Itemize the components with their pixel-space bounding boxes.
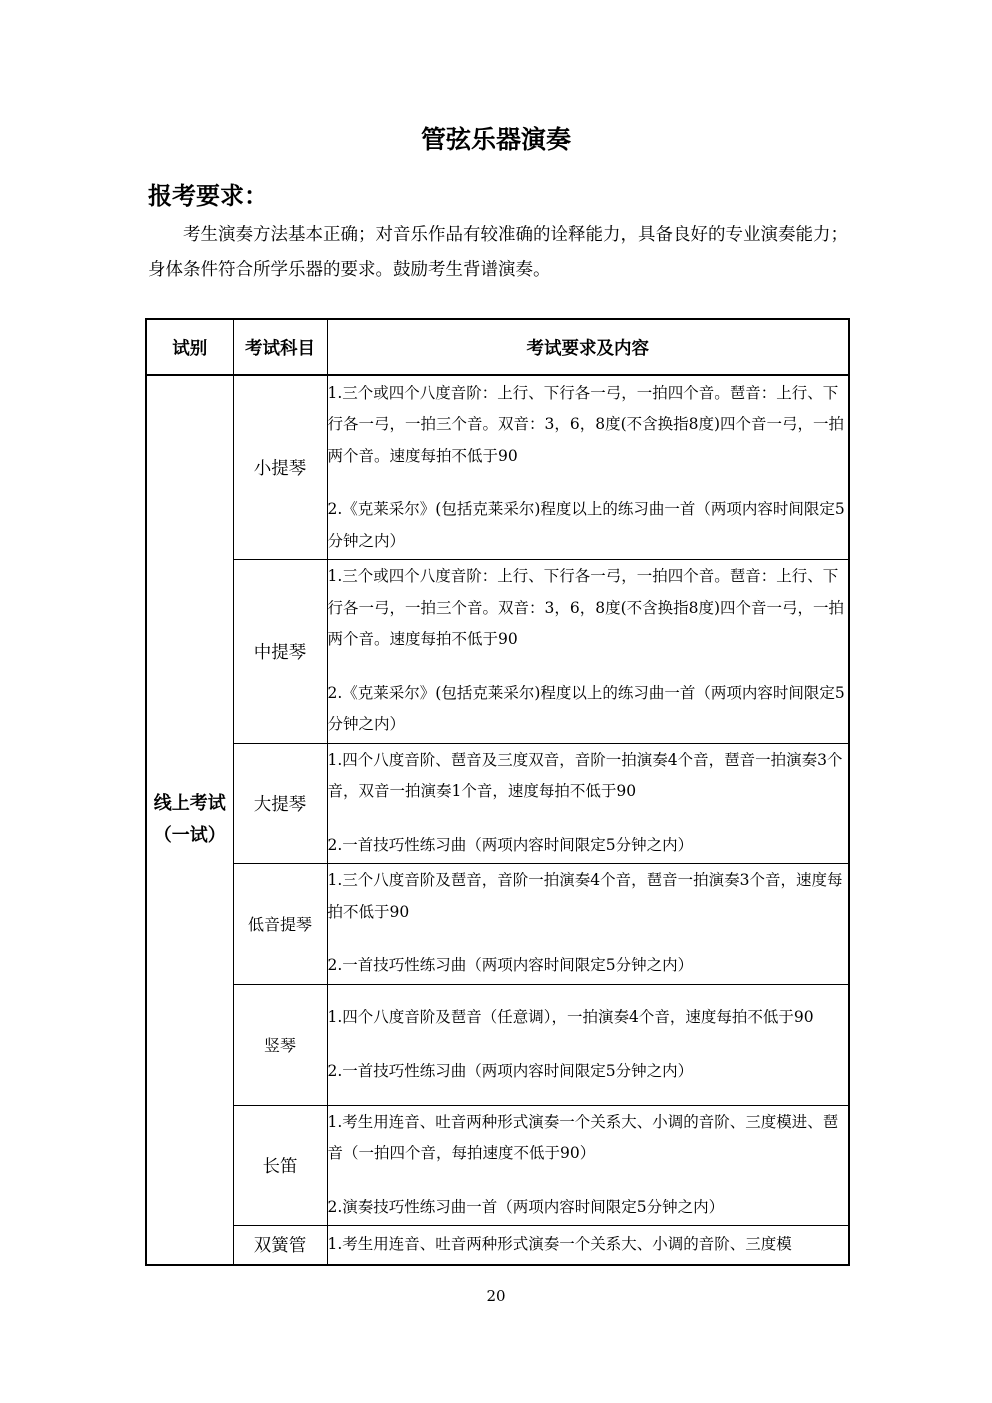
table-header-row: [146, 319, 849, 375]
requirement-item: 1.四个八度音阶及琶音（任意调），一拍演奏4个音，速度每拍不低于90: [327, 1008, 814, 1026]
table-row: [146, 559, 849, 743]
instrument-cell: 长笛: [233, 1105, 327, 1225]
instrument-cell: 低音提琴: [233, 863, 327, 984]
requirement-item: 2.一首技巧性练习曲（两项内容时间限定5分钟之内）: [327, 1061, 694, 1080]
table-row: [146, 863, 849, 984]
instrument-cell: 竖琴: [233, 984, 327, 1105]
requirements-cell: [327, 1105, 849, 1225]
requirement-item: 1.三个八度音阶及琶音，音阶一拍演奏4个音，琶音一拍演奏3个音，速度每拍不低于90: [327, 871, 843, 921]
table-row: [146, 984, 849, 1105]
requirement-item: 1.考生用连音、吐音两种形式演奏一个关系大、小调的音阶、三度模进、琶音（一拍四个音，每拍速度不低于90）: [327, 1112, 839, 1163]
requirements-cell: [327, 743, 849, 863]
requirement-item: 2.《克莱采尔》(包括克莱采尔)程度以上的练习曲一首（两项内容时间限定5分钟之内）: [327, 683, 845, 734]
requirements-cell: [327, 1225, 849, 1265]
page-number: 20: [486, 1287, 506, 1305]
instrument-cell: 小提琴: [233, 375, 327, 559]
table-row: [146, 375, 849, 559]
instrument-cell: 中提琴: [233, 559, 327, 743]
header-requirements: 考试要求及内容: [327, 319, 849, 375]
requirements-cell: [327, 559, 849, 743]
requirements-cell: [327, 375, 849, 559]
stage-cell: [146, 375, 233, 1265]
requirement-item: 1.考生用连音、吐音两种形式演奏一个关系大、小调的音阶、三度模: [327, 1235, 792, 1253]
header-stage: 试别: [146, 319, 233, 375]
page-title: 管弦乐器演奏: [420, 125, 571, 154]
requirement-item: 2.一首技巧性练习曲（两项内容时间限定5分钟之内）: [327, 835, 694, 854]
requirement-item: 2.《克莱采尔》(包括克莱采尔)程度以上的练习曲一首（两项内容时间限定5分钟之内）: [327, 500, 845, 550]
exam-table: [145, 318, 850, 1266]
requirements-cell: [327, 984, 849, 1105]
table-row: [146, 1225, 849, 1265]
requirements-cell: [327, 863, 849, 984]
requirement-item: 2.演奏技巧性练习曲一首（两项内容时间限定5分钟之内）: [327, 1197, 725, 1216]
requirement-item: 1.三个或四个八度音阶：上行、下行各一弓，一拍四个音。琶音：上行、下行各一弓，一拍三个音。双音：3，6，8度(不含换指8度)四个音一弓，一拍两个音。速度每拍不低于90: [327, 567, 845, 649]
instrument-cell: 双簧管: [233, 1225, 327, 1265]
requirement-item: 2.一首技巧性练习曲（两项内容时间限定5分钟之内）: [327, 956, 694, 975]
table-row: [146, 743, 849, 863]
instrument-cell: 大提琴: [233, 743, 327, 863]
intro-paragraph: 考生演奏方法基本正确；对音乐作品有较准确的诠释能力，具备良好的专业演奏能力；身体条件符合所学乐器的要求。鼓励考生背谱演奏。: [148, 225, 848, 280]
requirement-item: 1.三个或四个八度音阶：上行、下行各一弓，一拍四个音。琶音：上行、下行各一弓，一拍三个音。双音：3，6，8度(不含换指8度)四个音一弓，一拍两个音。速度每拍不低于90: [327, 383, 845, 465]
section-heading: 报考要求：: [148, 181, 268, 210]
table-row: [146, 1105, 849, 1225]
stage-label: 线上考试: [153, 793, 226, 814]
header-subject: 考试科目: [233, 319, 327, 375]
stage-sublabel: （一试）: [153, 825, 226, 846]
requirement-item: 1.四个八度音阶、琶音及三度双音，音阶一拍演奏4个音，琶音一拍演奏3个音，双音一拍演奏1个音，速度每拍不低于90: [327, 750, 843, 801]
